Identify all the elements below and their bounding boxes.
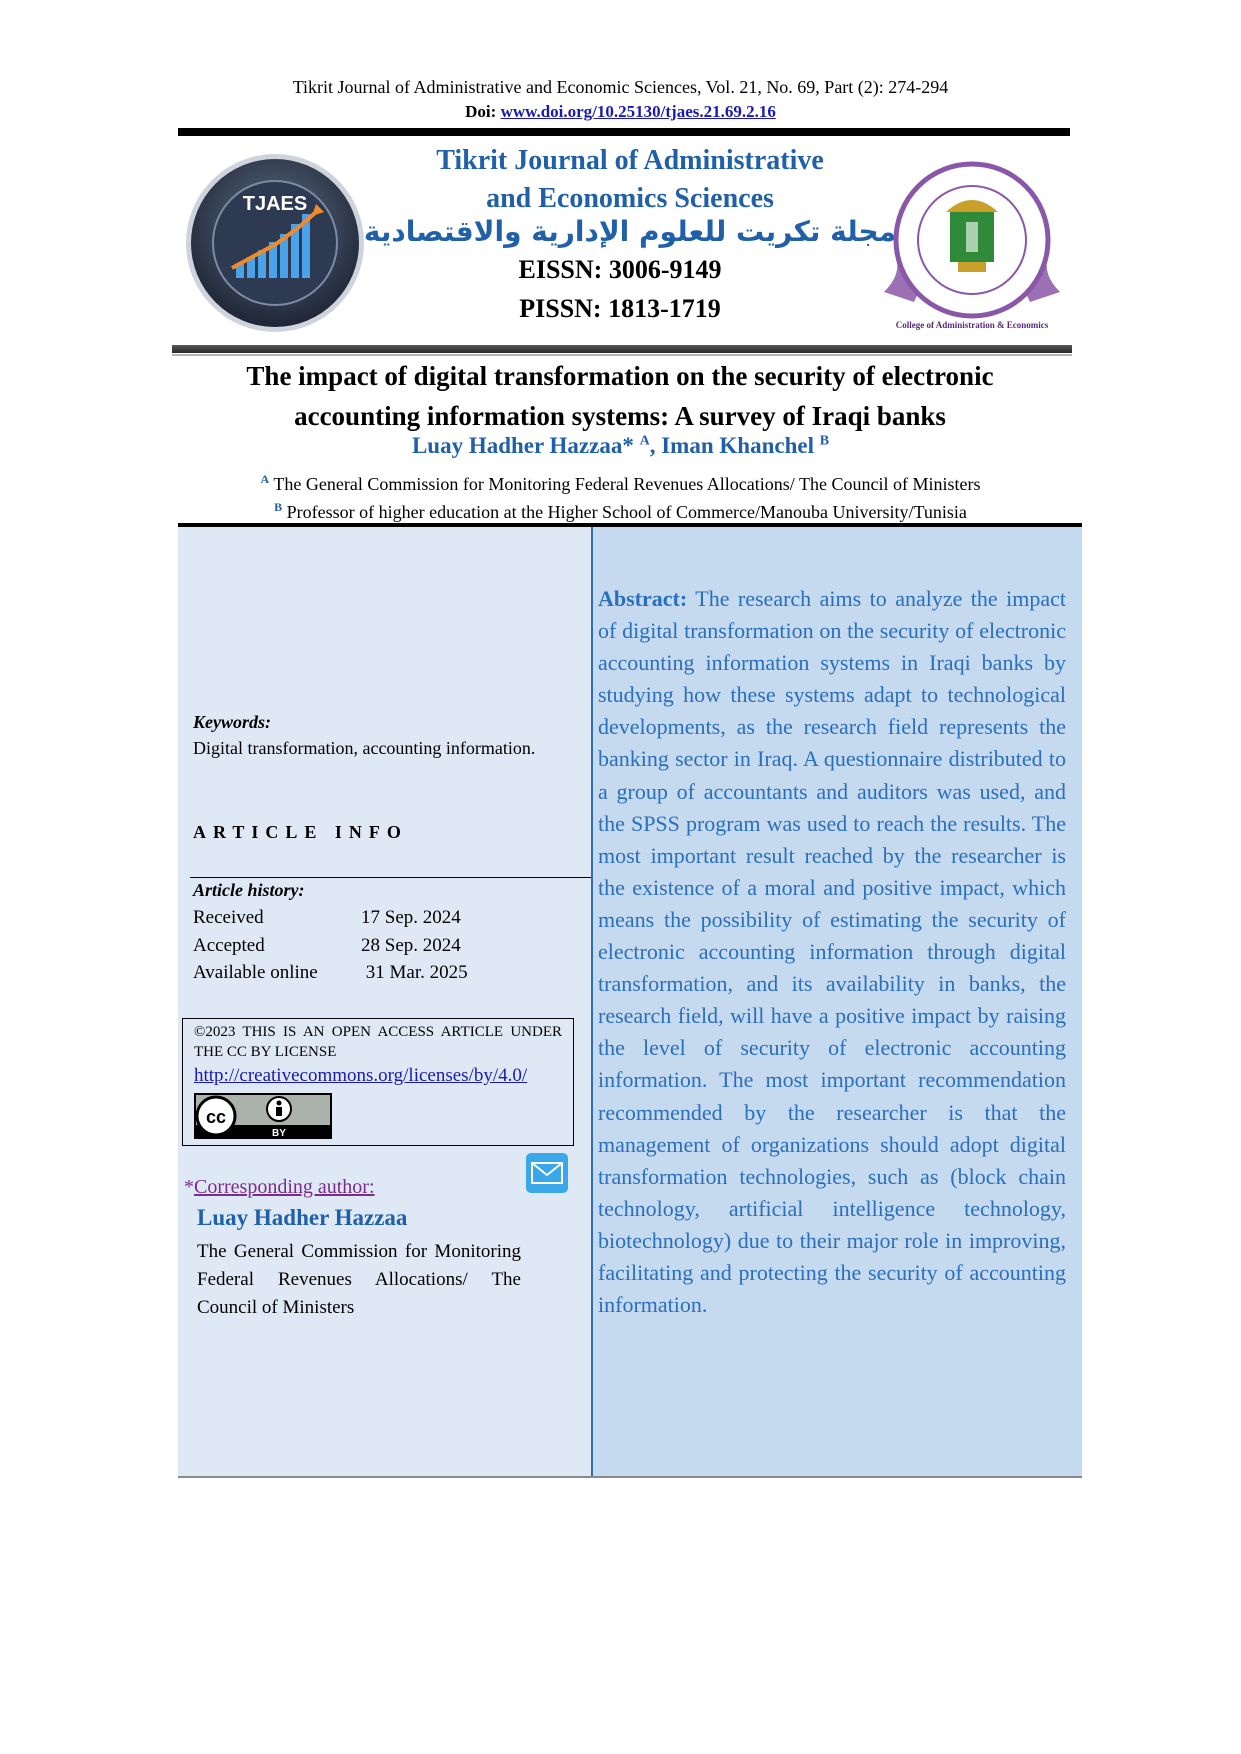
eissn: EISSN: 3006-9149 bbox=[518, 255, 722, 284]
history-label: Article history: bbox=[193, 880, 305, 900]
column-divider bbox=[591, 527, 593, 1477]
keywords-label: Keywords: bbox=[193, 712, 271, 732]
article-title bbox=[190, 356, 1050, 436]
corresponding-label-text: Corresponding author: bbox=[194, 1176, 375, 1198]
college-seal-logo bbox=[874, 152, 1070, 334]
abstract-label: Abstract: bbox=[598, 586, 688, 611]
article-title-line2: accounting information systems: A survey of Iraqi banks bbox=[294, 401, 946, 431]
author-separator: , bbox=[649, 433, 662, 458]
affiliation-b-text: Professor of higher education at the Higher School of Commerce/Manouba University/Tunisia bbox=[282, 502, 967, 522]
abstract bbox=[598, 583, 1066, 1321]
author-1-sup: A bbox=[639, 433, 650, 449]
affiliation-a-sup: A bbox=[260, 472, 270, 486]
history-available-label: Available online bbox=[193, 962, 318, 983]
logo-right-text: College of Administration & Economics bbox=[895, 320, 1049, 330]
author-2: Iman Khanchel bbox=[661, 433, 814, 458]
affiliation-b-sup: B bbox=[274, 500, 283, 514]
history-received-label: Received bbox=[193, 907, 264, 928]
svg-text:cc: cc bbox=[205, 1107, 227, 1127]
info-bottom-rule bbox=[178, 1476, 1082, 1478]
cc-badge-text: BY bbox=[272, 1128, 286, 1139]
history-accepted bbox=[193, 935, 461, 957]
history-received bbox=[193, 907, 461, 929]
corresponding-author-label bbox=[184, 1176, 375, 1199]
author-2-sup: B bbox=[819, 433, 830, 449]
journal-title-line1: Tikrit Journal of Administrative bbox=[436, 145, 824, 176]
history-accepted-label: Accepted bbox=[193, 935, 265, 956]
history-received-value: 17 Sep. 2024 bbox=[361, 907, 461, 928]
authors bbox=[0, 433, 1241, 459]
abstract-text: The research aims to analyze the impact of digital transformation on the security of electronic accounting information systems in Iraqi banks by studying how these systems adapt to technological developments, as the research field represents the banking sector in Iraq. A questionnaire distributed to a group of accountants and auditors was used, and the SPSS program was used to reach the results. The most important result reached by the researcher is the existence of a moral and positive impact, which means the possibility of estimating the security of electronic accounting information through digital transformation, and its availability in banks, the research field, will have a positive impact by raising the level of security of electronic accounting information. The most important recommendation recommended by the researcher is that the management of organizations should adopt digital transformation technologies, such as (block chain technology, artificial intelligence technology, biotechnology) due to their major role in improving, facilitating and protecting the security of accounting information. bbox=[598, 586, 1066, 1318]
header-rule bbox=[178, 128, 1070, 136]
article-info-label: ARTICLE INFO bbox=[193, 822, 408, 842]
license-link[interactable]: http://creativecommons.org/licenses/by/4.0/ bbox=[194, 1065, 528, 1086]
corresponding-star: * bbox=[184, 1176, 194, 1198]
corresponding-author-affiliation: The General Commission for Monitoring Federal Revenues Allocations/ The Council of Ministers bbox=[197, 1241, 521, 1318]
pissn: PISSN: 1813-1719 bbox=[519, 294, 721, 323]
history-available bbox=[193, 962, 468, 984]
cc-by-badge[interactable] bbox=[194, 1093, 332, 1139]
history-available-value: 31 Mar. 2025 bbox=[361, 962, 468, 983]
tjaes-logo bbox=[184, 152, 366, 334]
doi-link[interactable]: www.doi.org/10.25130/tjaes.21.69.2.16 bbox=[500, 102, 776, 121]
article-info-panel bbox=[178, 527, 591, 1477]
keywords-text: Digital transformation, accounting information. bbox=[193, 738, 536, 758]
header-bottom-rule bbox=[172, 345, 1072, 353]
affiliation-a bbox=[0, 466, 1241, 497]
author-1: Luay Hadher Hazzaa* bbox=[411, 433, 634, 458]
journal-title-arabic: مجلة تكريت للعلوم الإدارية والاقتصادية bbox=[363, 215, 897, 248]
license-text: ©2023 THIS IS AN OPEN ACCESS ARTICLE UNDER THE CC BY LICENSE bbox=[194, 1024, 562, 1060]
doi-line bbox=[0, 102, 1241, 122]
corresponding-author-name: Luay Hadher Hazzaa bbox=[197, 1205, 408, 1230]
mail-icon[interactable] bbox=[526, 1153, 568, 1193]
logo-left-text: TJAES bbox=[242, 193, 308, 215]
affiliation-b bbox=[0, 494, 1241, 525]
journal-title-line2: and Economics Sciences bbox=[486, 183, 774, 214]
running-head: Tikrit Journal of Administrative and Economic Sciences, Vol. 21, No. 69, Part (2): 274-294 bbox=[292, 77, 949, 97]
article-title-line1: The impact of digital transformation on the security of electronic bbox=[246, 361, 994, 391]
affiliation-a-text: The General Commission for Monitoring Federal Revenues Allocations/ The Council of Ministers bbox=[269, 474, 981, 494]
history-accepted-value: 28 Sep. 2024 bbox=[361, 935, 461, 956]
doi-label: Doi: bbox=[465, 102, 497, 121]
history-rule bbox=[190, 877, 591, 878]
